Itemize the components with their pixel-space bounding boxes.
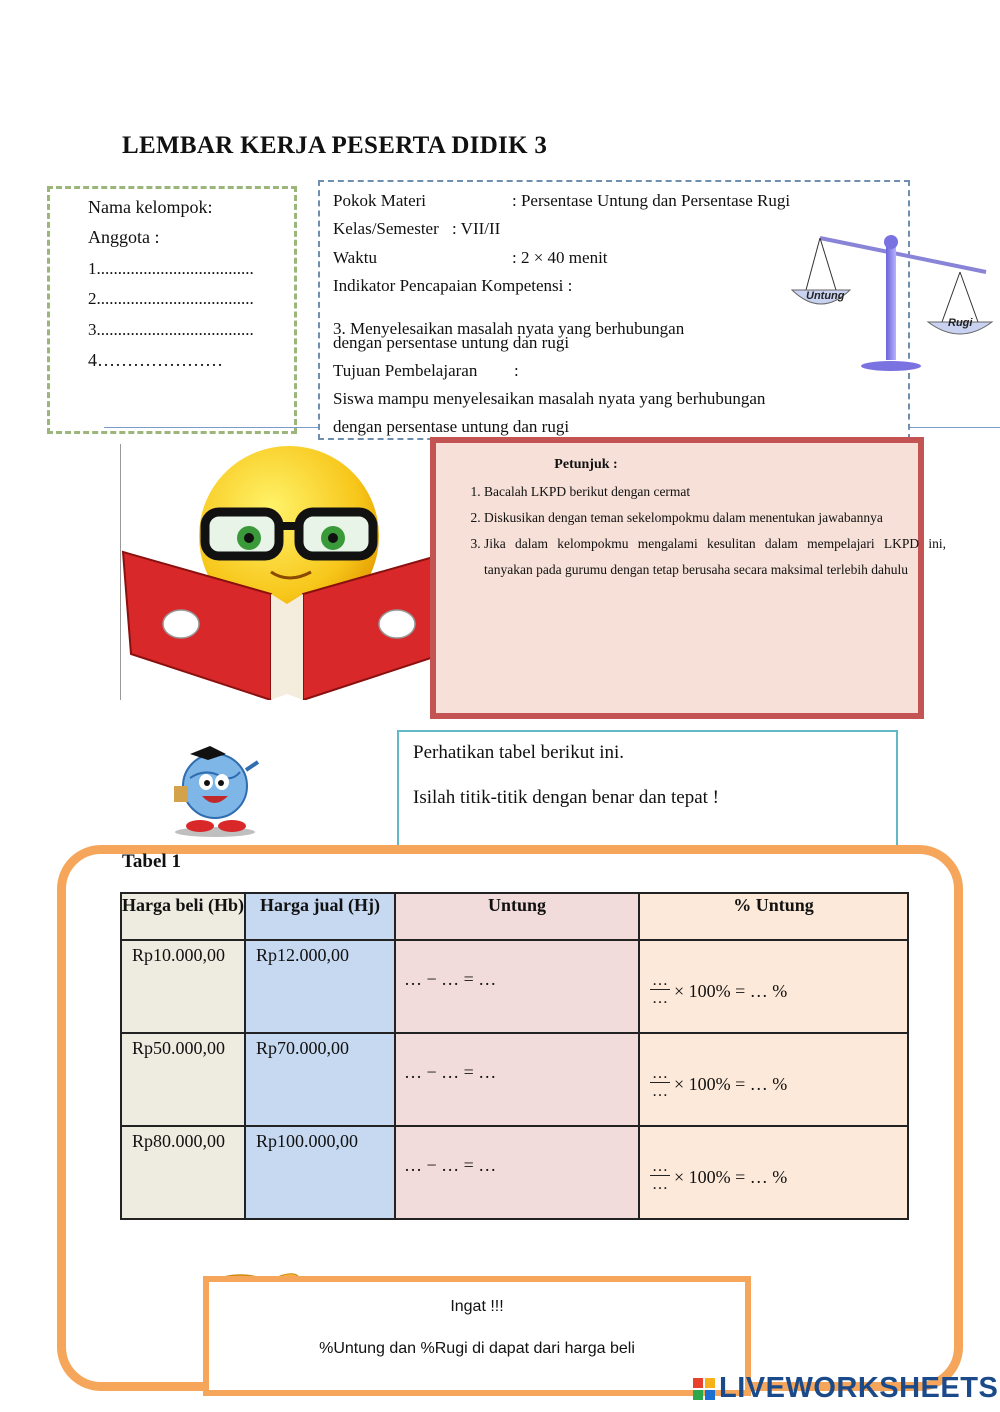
kelas-value: : VII/II bbox=[452, 219, 501, 238]
cell-harga-jual bbox=[245, 940, 395, 1033]
reading-emoji-box bbox=[120, 444, 454, 700]
fraction[interactable] bbox=[650, 1066, 670, 1101]
fraction-numerator[interactable]: … bbox=[652, 972, 668, 989]
fraction-denominator[interactable]: … bbox=[652, 1176, 668, 1193]
cell-harga-jual bbox=[245, 1033, 395, 1126]
header-persen-untung: % Untung bbox=[639, 893, 908, 940]
fraction[interactable] bbox=[650, 1159, 670, 1194]
header-harga-jual: Harga jual (Hj) bbox=[245, 893, 395, 940]
pokok-materi-label: Pokok Materi bbox=[333, 191, 427, 210]
petunjuk-item-3: 3. Jika dalam kelompokmu mengalami kesulitan dalam mempelajari LKPD ini, tanyakan pada gurumu dengan tetap berusaha secara maksimal terlebih dahulu bbox=[484, 531, 946, 583]
harga-beli-value: Rp50.000,00 bbox=[132, 1038, 226, 1058]
instruction-line-2: Isilah titik-titik dengan benar dan tepat ! bbox=[413, 787, 720, 808]
cell-persen-input[interactable] bbox=[639, 1126, 908, 1219]
petunjuk-item-1: 1. Bacalah LKPD berikut dengan cermat bbox=[484, 479, 946, 505]
header-harga-beli: Harga beli (Hb) bbox=[121, 893, 245, 940]
percent-formula[interactable]: × 100% = … % bbox=[674, 1167, 788, 1187]
tujuan-line-1: Siswa mampu menyelesaikan masalah nyata yang berhubungan bbox=[333, 389, 766, 408]
harga-jual-value: Rp70.000,00 bbox=[256, 1038, 350, 1058]
balance-scale-illustration bbox=[790, 232, 998, 372]
indikator-label: Indikator Pencapaian Kompetensi : bbox=[333, 276, 573, 295]
member-line-4[interactable]: 4………………… bbox=[88, 350, 223, 370]
group-box bbox=[47, 186, 297, 434]
indikator-line-2: dengan persentase untung dan rugi bbox=[333, 333, 570, 352]
waktu-value: : 2 × 40 menit bbox=[512, 248, 608, 267]
reminder-box bbox=[203, 1276, 751, 1396]
tujuan-line-2: dengan persentase untung dan rugi bbox=[333, 417, 570, 436]
table-header-row bbox=[121, 893, 908, 940]
table-row bbox=[121, 940, 908, 1033]
member-line-2[interactable]: 2..................................... bbox=[88, 289, 254, 308]
petunjuk-list bbox=[454, 479, 946, 583]
indikator-line-1: 3. Menyelesaikan masalah nyata yang berhubungan bbox=[333, 319, 685, 338]
fraction-numerator[interactable]: … bbox=[652, 1065, 668, 1082]
member-line-3[interactable]: 3..................................... bbox=[88, 320, 254, 339]
rugi-label: Rugi bbox=[948, 317, 973, 329]
untung-formula[interactable]: … − … = … bbox=[404, 1155, 497, 1175]
page-title: LEMBAR KERJA PESERTA DIDIK 3 bbox=[122, 132, 548, 159]
member-line-1[interactable]: 1..................................... bbox=[88, 259, 254, 278]
cell-untung-input[interactable] bbox=[395, 940, 639, 1033]
liveworksheets-logo-icon bbox=[693, 1378, 715, 1400]
cell-harga-beli bbox=[121, 940, 245, 1033]
reading-emoji-icon bbox=[121, 444, 454, 700]
tujuan-colon: : bbox=[514, 361, 519, 380]
nama-kelompok-label: Nama kelompok: bbox=[88, 197, 213, 217]
cell-untung-input[interactable] bbox=[395, 1126, 639, 1219]
anggota-label: Anggota : bbox=[88, 227, 160, 247]
fraction-denominator[interactable]: … bbox=[652, 1083, 668, 1100]
untung-label: Untung bbox=[806, 290, 845, 302]
percent-formula[interactable]: × 100% = … % bbox=[674, 981, 788, 1001]
petunjuk-header: Petunjuk : bbox=[554, 457, 618, 472]
petunjuk-box bbox=[430, 437, 946, 719]
header-untung: Untung bbox=[395, 893, 639, 940]
fraction-numerator[interactable]: … bbox=[652, 1158, 668, 1175]
percent-formula[interactable]: × 100% = … % bbox=[674, 1074, 788, 1094]
harga-beli-value: Rp80.000,00 bbox=[132, 1131, 226, 1151]
harga-jual-value: Rp12.000,00 bbox=[256, 945, 350, 965]
globe-mascot-icon bbox=[160, 742, 270, 838]
liveworksheets-watermark[interactable] bbox=[693, 1372, 998, 1405]
instruction-box bbox=[397, 730, 898, 846]
petunjuk-item-2: 2. Diskusikan dengan teman sekelompokmu dalam menentukan jawabannya bbox=[484, 505, 946, 531]
untung-formula[interactable]: … − … = … bbox=[404, 969, 497, 989]
cell-persen-input[interactable] bbox=[639, 1033, 908, 1126]
pokok-materi-value: : Persentase Untung dan Persentase Rugi bbox=[512, 191, 791, 210]
tujuan-label: Tujuan Pembelajaran bbox=[333, 361, 478, 380]
untung-formula[interactable]: … − … = … bbox=[404, 1062, 497, 1082]
divider-left bbox=[104, 427, 318, 428]
table-label: Tabel 1 bbox=[122, 851, 181, 872]
harga-jual-value: Rp100.000,00 bbox=[256, 1131, 359, 1151]
cell-persen-input[interactable] bbox=[639, 940, 908, 1033]
cell-harga-beli bbox=[121, 1033, 245, 1126]
profit-table bbox=[120, 892, 909, 1220]
harga-beli-value: Rp10.000,00 bbox=[132, 945, 226, 965]
reminder-title: Ingat !!! bbox=[450, 1298, 504, 1315]
table-row bbox=[121, 1033, 908, 1126]
cell-harga-jual bbox=[245, 1126, 395, 1219]
fraction-denominator[interactable]: … bbox=[652, 990, 668, 1007]
watermark-text: LIVEWORKSHEETS bbox=[719, 1372, 999, 1404]
reminder-text: %Untung dan %Rugi di dapat dari harga beli bbox=[319, 1340, 635, 1357]
cell-untung-input[interactable] bbox=[395, 1033, 639, 1126]
fraction[interactable] bbox=[650, 973, 670, 1008]
cell-harga-beli bbox=[121, 1126, 245, 1219]
kelas-label: Kelas/Semester bbox=[333, 219, 439, 238]
divider-right bbox=[910, 427, 1000, 428]
table-row bbox=[121, 1126, 908, 1219]
instruction-line-1: Perhatikan tabel berikut ini. bbox=[413, 742, 625, 763]
waktu-label: Waktu bbox=[333, 248, 377, 267]
